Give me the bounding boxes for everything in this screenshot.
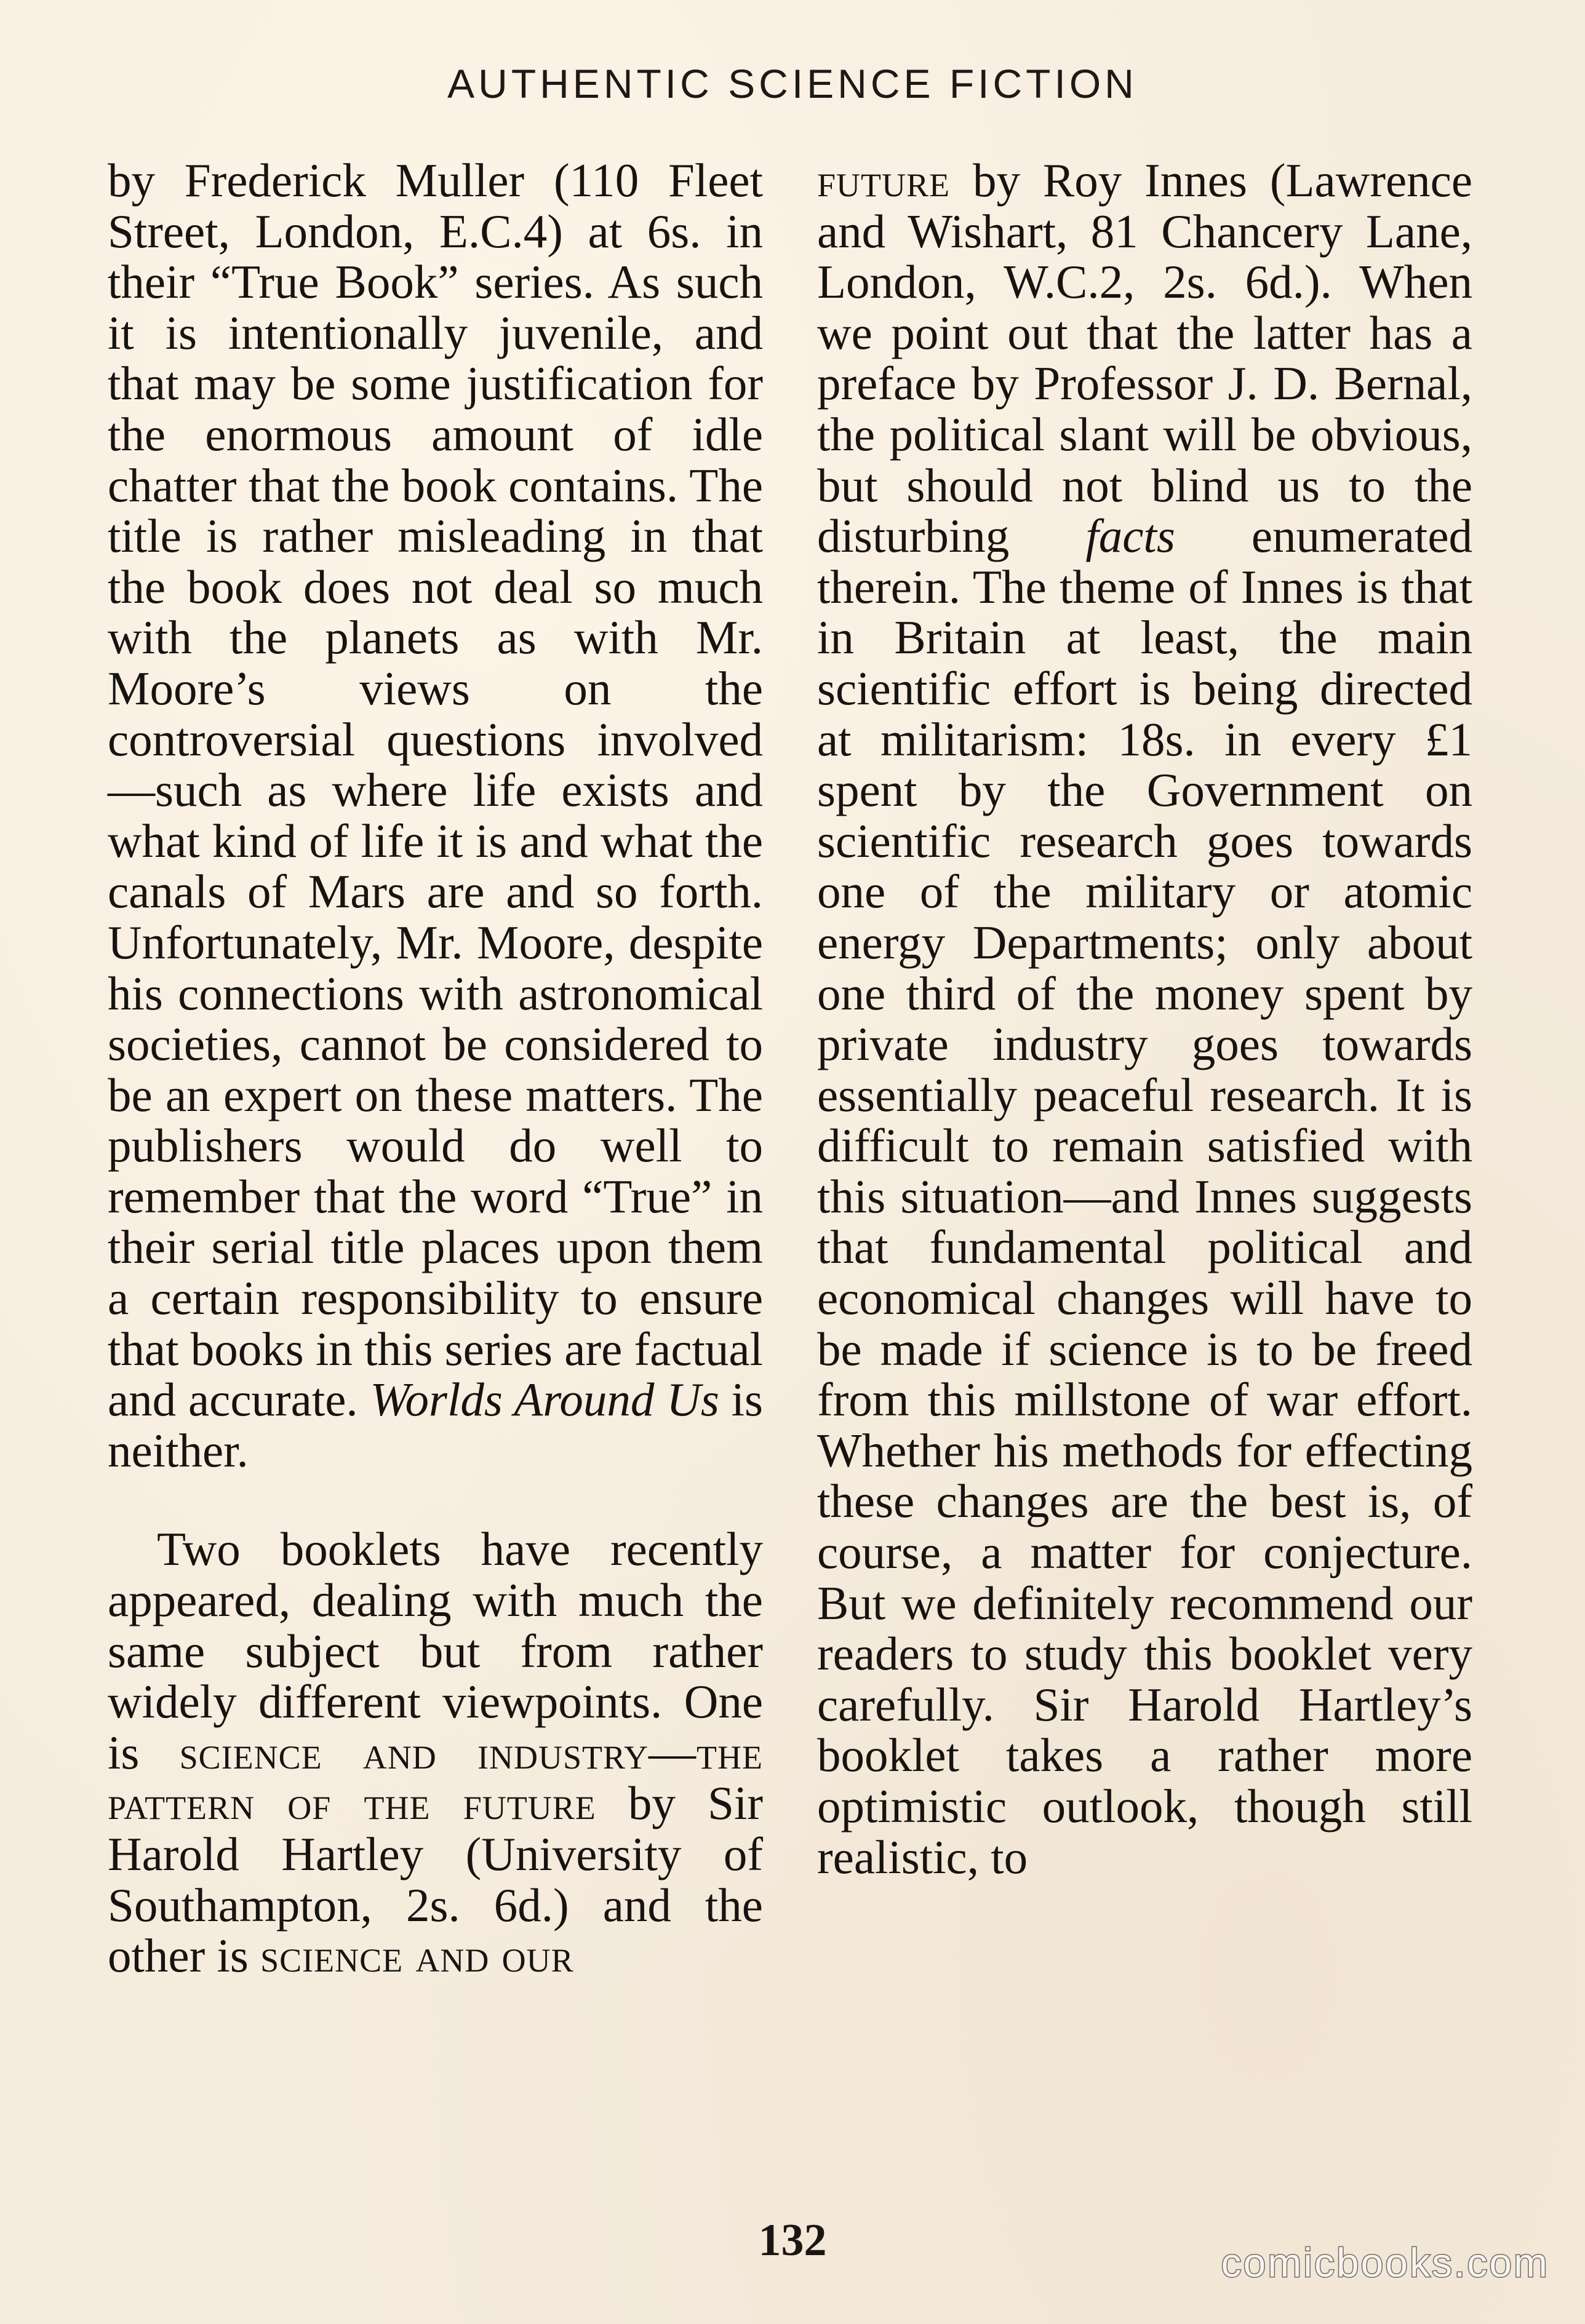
- emphasis-italic: facts: [1085, 509, 1175, 563]
- book-title-italic: Worlds Around Us: [370, 1373, 719, 1427]
- paragraph-review-end: [108, 155, 763, 1476]
- running-title: AUTHENTIC SCIENCE FICTION: [447, 61, 1138, 106]
- booklet-title-hartley: science and industry—the pattern of the future: [108, 1725, 763, 1830]
- booklet-title-innes: science and our: [260, 1929, 574, 1983]
- paragraph-text: enumerated therein. The theme of Innes is that in Britain at least, the main scientific effort is being directed at militarism: 18s. in every £1 spent by the Government on scientific research goes towards one of the military or atomic energy Departments; only about one third of the money spent by private industry goes towards essentially peaceful research. It is difficult to remain satisfied with this situation—and Innes suggests that fundamental political and economical changes will have to be made if science is to be freed from this millstone of war effort. Whether his methods for effecting these changes are the best is, of course, a matter for conjecture. But we definitely recommend our readers to study this booklet very carefully. Sir Harold Hartley’s booklet takes a rather more optimistic outlook, though still realistic, to: [817, 509, 1472, 1884]
- paragraph-continued: [817, 155, 1472, 1882]
- watermark-logo: comicbooks.com: [1221, 2240, 1549, 2285]
- paragraph-booklets: [108, 1524, 763, 1981]
- paragraph-text: is neither.: [108, 1373, 763, 1477]
- paragraph-text: by Sir Harold Hartley (University of Southampton, 2s. 6d.) and the other is: [108, 1777, 764, 1983]
- booklet-title-innes-cont: future: [817, 154, 951, 207]
- left-column: [108, 155, 763, 1981]
- page-number: 132: [758, 2215, 827, 2266]
- paragraph-text: by Frederick Muller (110 Fleet Street, London, E.C.4) at 6s. in their “True Book” series. As such it is intentionally juvenile, and that may be some justification for the enormous amount of idle chatter that the book contains. The title is rather misleading in that the book does not deal so much with the planets as with Mr. Moore’s views on the controversial questions involved—such as where life exists and what kind of life it is and what the canals of Mars are and so forth. Unfortunately, Mr. Moore, despite his connections with astronomical societies, cannot be considered to be an expert on these matters. The publishers would do well to remember that the word “True” in their serial title places upon them a certain responsibility to ensure that books in this series are factual and accurate.: [108, 154, 763, 1427]
- right-column: [817, 155, 1472, 1882]
- paragraph-text: Two booklets have recently appeared, dealing with much the same subject but from rather widely different viewpoints. One is: [108, 1522, 763, 1779]
- paragraph-text: by Roy Innes (Lawrence and Wishart, 81 Chancery Lane, London, W.C.2, 2s. 6d.). When we point out that the latter has a preface by Professor J. D. Bernal, the political slant will be obvious, but should not blind us to the disturbing: [817, 154, 1472, 563]
